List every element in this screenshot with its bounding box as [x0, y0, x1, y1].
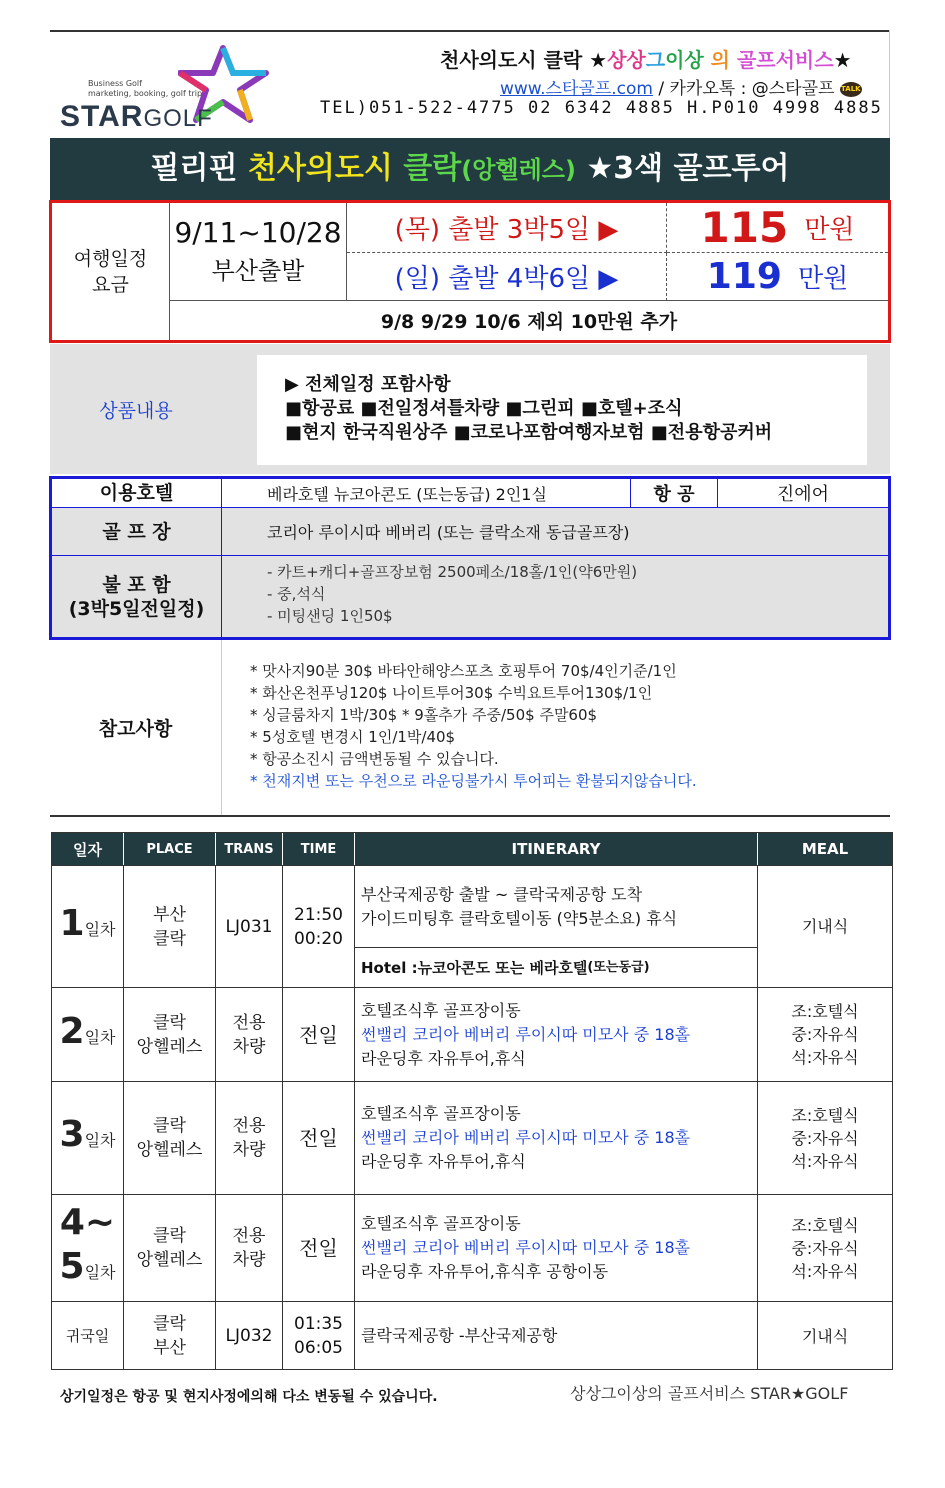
footer-note: 상기일정은 항공 및 현지사정에의해 다소 변동될 수 있습니다.: [60, 1389, 438, 1405]
meal-cell: 조:호텔식 중:자유식 석:자유식: [791, 1215, 859, 1281]
golf-row: [52, 508, 888, 556]
table-row: [52, 1301, 892, 1370]
table-row: [52, 1194, 892, 1301]
option-2: (일) 출발 4박6일 ▶: [347, 253, 667, 301]
exclusions-label: 불 포 함 (3박5일전일정): [52, 556, 222, 637]
trans-cell: 전용 차량: [216, 1195, 283, 1301]
header-meal: MEAL: [758, 833, 892, 865]
air-label: 항 공: [630, 479, 718, 507]
time-cell: 전일: [283, 988, 355, 1081]
trans-cell: 전용 차량: [216, 1082, 283, 1194]
air-value: 진에어: [776, 484, 830, 505]
itinerary-cell: 클락국제공항 -부산국제공항: [355, 1302, 758, 1370]
page-title: 필리핀 천사의도시 클락(앙헬레스) ★3색 골프투어: [50, 138, 890, 200]
header-trans: TRANS: [216, 833, 283, 865]
pricing-dates: 9/11~10/28 부산출발: [170, 203, 347, 301]
header-phone: TEL)051-522-4775 02 6342 4885 H.P010 4998 4885: [320, 98, 883, 118]
place-cell: 클락 앙헬레스: [124, 988, 216, 1081]
meal-cell: 조:호텔식 중:자유식 석:자유식: [791, 1105, 859, 1171]
header-place: PLACE: [124, 833, 216, 865]
table-row: [52, 987, 892, 1081]
time-cell: 21:50 00:20: [283, 866, 355, 987]
pricing-box: [49, 200, 891, 343]
meal-cell: 기내식: [801, 917, 849, 936]
trans-cell: 전용 차량: [216, 988, 283, 1081]
golf-label: 골 프 장: [52, 508, 222, 555]
golf-value: 코리아 루이시따 베버리 (또는 클락소재 동급골프장): [267, 523, 630, 542]
header-contact: www.스타골프.com / 카카오톡 : @스타골프 TALK: [500, 79, 861, 99]
option-1: (목) 출발 3박5일 ▶: [347, 203, 667, 253]
notes-label: 참고사항: [50, 640, 222, 815]
logo-wordmark: STARGOLF: [60, 100, 213, 133]
notes-divider: [50, 815, 890, 817]
header-edge: [889, 30, 890, 140]
table-row: [52, 865, 892, 987]
header-day: 일자: [52, 833, 124, 865]
itinerary-cell: 부산국제공항 출발 ~ 클락국제공항 도착 가이드미팅후 클락호텔이동 (약5분소요) 휴식: [355, 866, 758, 948]
place-cell: 클락 부산: [124, 1302, 216, 1370]
exclusions-row: [52, 556, 888, 637]
itinerary-cell: 호텔조식후 골프장이동 썬밸리 코리아 베버리 루이시따 미모사 중 18홀 라운딩후 자유투어,휴식: [355, 1082, 758, 1194]
day-cell: 귀국일: [52, 1302, 124, 1370]
info-box: [49, 476, 891, 640]
hotel-label: 이용호텔: [52, 479, 222, 507]
place-cell: 클락 앙헬레스: [124, 1082, 216, 1194]
meal-cell: 기내식: [801, 1326, 849, 1346]
website-link[interactable]: www.스타골프.com: [500, 79, 653, 99]
option-2-price: 119 만원: [667, 253, 888, 301]
time-cell: 전일: [283, 1082, 355, 1194]
exclusions-list: - 카트+캐디+골프장보험 2500페소/18홀/1인(약6만원) - 중,석식 - 미팅샌딩 1인50$: [267, 563, 638, 625]
itinerary-cell: 호텔조식후 골프장이동 썬밸리 코리아 베버리 루이시따 미모사 중 18홀 라운딩후 자유투어,휴식: [355, 988, 758, 1081]
table-row: [52, 1081, 892, 1194]
time-cell: 01:35 06:05: [283, 1302, 355, 1370]
pricing-note: 9/8 9/29 10/6 제외 10만원 추가: [380, 311, 678, 333]
hotel-row: [52, 479, 888, 508]
product-includes: ▶ 전체일정 포함사항 ■항공료 ■전일정셔틀차량 ■그린피 ■호텔+조식 ■현지 한국직원상주 ■코로나포함여행자보험 ■전용항공커버: [257, 355, 867, 465]
day-cell: 2일차: [52, 988, 124, 1081]
hotel-value: 베라호텔 뉴코아콘도 (또는동급) 2인1실: [267, 484, 547, 504]
place-cell: 클락 앙헬레스: [124, 1195, 216, 1301]
meal-cell: 조:호텔식 중:자유식 석:자유식: [791, 1002, 859, 1067]
itinerary-cell: 호텔조식후 골프장이동 썬밸리 코리아 베버리 루이시따 미모사 중 18홀 라운딩후 자유투어,휴식후 공항이동: [355, 1195, 758, 1301]
trans-cell: LJ032: [216, 1302, 283, 1370]
itinerary-table: [51, 832, 893, 1370]
pricing-label: 여행일정 요금: [52, 203, 170, 340]
footer-brand: 상상그이상의 골프서비스 STAR★GOLF: [570, 1384, 849, 1403]
place-cell: 부산 클락: [124, 866, 216, 987]
header-slogan: 천사의도시 클락 ★상상그이상 의 골프서비스★: [440, 48, 852, 72]
option-1-price: 115 만원: [667, 203, 888, 253]
header-time: TIME: [283, 833, 355, 865]
logo-tagline: Business Golf marketing, booking, golf trip: [88, 79, 203, 98]
notes-list: * 맛사지90분 30$ 바타안해양스포츠 호핑투어 70$/4인기준/1인 * 화산온천푸닝120$ 나이트투어30$ 수빅요트투어130$/1인 * 싱글룸차지 1박/30$ * 9홀추가 주중/50$ 주말60$ * 5성호텔 변경시 1인/1박/40$ * 항공소진시 금액변동될 수 있습니다. * 천재지변 또는 우천으로 라운딩불가시 투어피는 환불되지않습니다.: [250, 662, 697, 790]
header-itinerary: ITINERARY: [355, 833, 758, 865]
time-cell: 전일: [283, 1195, 355, 1301]
product-label: 상품내용: [99, 399, 173, 422]
hotel-cell: Hotel : 뉴코아콘도 또는 베라호텔 (또는동급): [355, 948, 758, 988]
trans-cell: LJ031: [216, 866, 283, 987]
day-cell: 1일차: [52, 866, 124, 987]
top-divider: [50, 30, 890, 32]
day-cell: 4~ 5일차: [52, 1195, 124, 1301]
kakao-talk-icon: TALK: [840, 82, 862, 97]
day-cell: 3일차: [52, 1082, 124, 1194]
